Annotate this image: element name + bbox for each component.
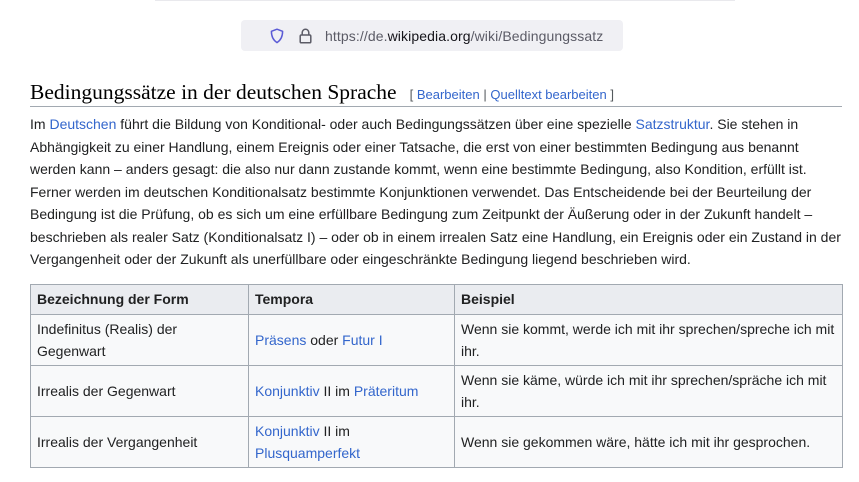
tempora-link[interactable]: Konjunktiv — [255, 382, 320, 399]
table-row — [31, 417, 843, 468]
table-row — [31, 366, 843, 417]
url-text[interactable] — [325, 28, 603, 44]
url-path: /wiki/Bedingungssatz — [470, 27, 604, 44]
edit-section-links — [410, 87, 614, 102]
paragraph-text: führt die Bildung von Konditional- oder auch Bedingungssätzen über eine spezielle — [116, 116, 636, 132]
form-cell: Indefinitus (Realis) der Gegenwart — [31, 315, 249, 366]
form-cell: Irrealis der Vergangenheit — [31, 417, 249, 468]
shield-icon[interactable] — [269, 27, 285, 45]
example-cell: Wenn sie gekommen wäre, hätte ich mit ihr gesprochen. — [455, 417, 843, 468]
table-header-row — [31, 285, 843, 315]
example-cell: Wenn sie kommt, werde ich mit ihr sprechen/spreche ich mit ihr. — [455, 315, 843, 366]
toolbar-edge — [155, 0, 735, 1]
paragraph-text: . Sie stehen in Abhängigkeit zu einer Handlung, einem Ereignis oder einer Tatsache, die erst von einer bestimmten Bedingung aus benannt werden kann – anders gesagt: die also nur dann zustande kommt, wenn eine bestimmte Bedingung, also Kondition, erfüllt ist. Ferner werden im deutschen Konditionalsatz bestimmte Konjunktionen verwendet. Das Entscheidende bei der Beurteilung der Bedingung ist die Prüfung, ob es sich um eine erfüllbare Bedingung zum Zeitpunkt der Äußerung oder in der Zukunft handelt – beschrieben als realer Satz (Konditionalsatz I) – oder ob in einem irrealen Satz eine Handlung, ein Ereignis oder ein Zustand in der Vergangenheit oder der Zukunft als unerfüllbare oder eingeschränkte Bedingung liegend beschrieben wird. — [30, 116, 841, 267]
edit-separator: | — [483, 87, 487, 102]
table-row — [31, 315, 843, 366]
url-domain: wikipedia.org — [387, 27, 471, 44]
tempora-link[interactable]: Konjunktiv — [255, 422, 320, 439]
tempora-link[interactable]: Plusquamperfekt — [255, 445, 361, 461]
edit-link[interactable]: Bearbeiten — [416, 87, 480, 102]
column-header-example: Beispiel — [455, 285, 843, 315]
tempora-cell — [249, 366, 455, 417]
section-heading — [30, 78, 842, 107]
column-header-form: Bezeichnung der Form — [31, 285, 249, 315]
tempora-text: II im — [319, 382, 354, 399]
tempora-text: oder — [306, 331, 343, 348]
link-satzstruktur[interactable]: Satzstruktur — [635, 116, 710, 132]
section-title: Bedingungssätze in der deutschen Sprache — [30, 80, 397, 104]
bracket-open: [ — [409, 87, 414, 102]
tempora-cell — [249, 315, 455, 366]
column-header-tempora: Tempora — [249, 285, 455, 315]
intro-paragraph — [30, 113, 842, 271]
link-deutschen[interactable]: Deutschen — [49, 116, 117, 132]
bracket-close: ] — [610, 87, 614, 102]
source-edit-link[interactable]: Quelltext bearbeiten — [490, 87, 607, 102]
lock-icon[interactable] — [297, 27, 313, 45]
tempora-cell — [249, 417, 455, 468]
address-bar[interactable] — [241, 20, 623, 51]
example-cell: Wenn sie käme, würde ich mit ihr sprechen/spräche ich mit ihr. — [455, 366, 843, 417]
tempora-text: II im — [319, 422, 350, 439]
conditional-forms-table — [30, 284, 843, 468]
tempora-link[interactable]: Präsens — [255, 331, 307, 348]
paragraph-text: Im — [30, 116, 50, 132]
url-prefix: https://de. — [325, 27, 388, 44]
tempora-link[interactable]: Futur I — [342, 331, 383, 348]
tempora-link[interactable]: Präteritum — [353, 382, 419, 399]
form-cell: Irrealis der Gegenwart — [31, 366, 249, 417]
